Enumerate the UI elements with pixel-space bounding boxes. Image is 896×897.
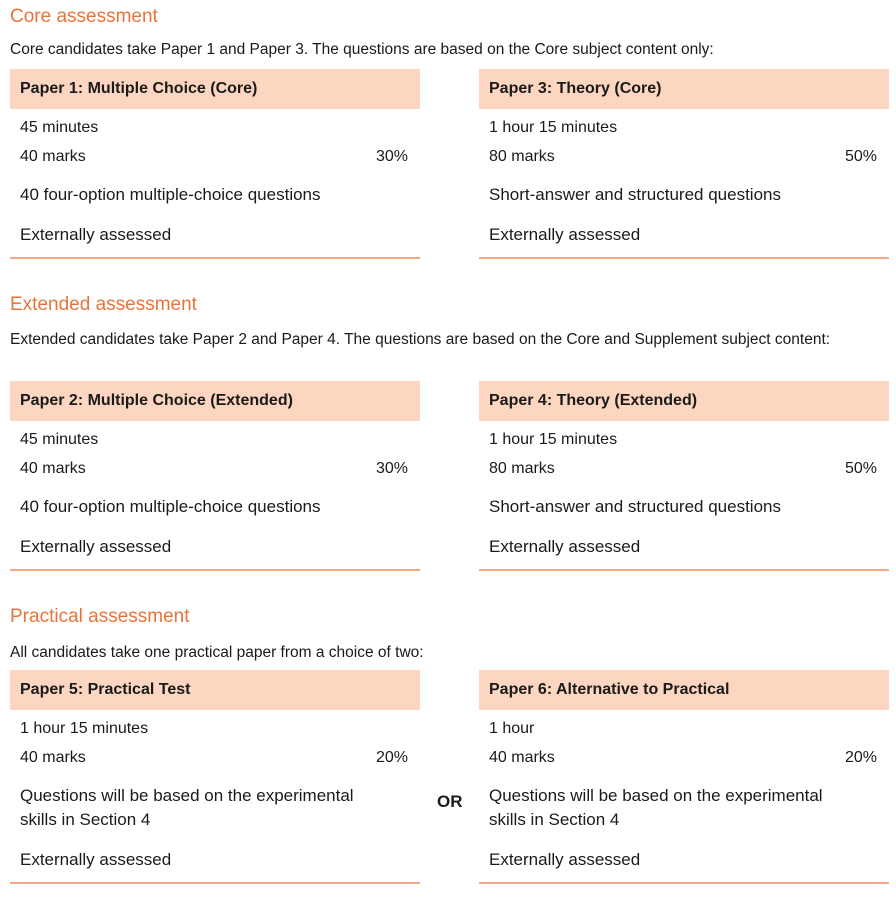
paper-3-weight: 50%: [844, 148, 877, 165]
paper-6-body: [479, 719, 889, 872]
paper-1-body: [10, 118, 420, 247]
paper-4-body: [479, 430, 889, 559]
paper-1-header: Paper 1: Multiple Choice (Core): [10, 69, 420, 109]
paper-2-marks: 40 marks: [20, 460, 86, 477]
paper-2-marks-row: [20, 459, 408, 479]
paper-4-description: Short-answer and structured questions: [489, 497, 781, 516]
paper-1-description: 40 four-option multiple-choice questions: [20, 185, 321, 204]
paper-1-card: [10, 69, 420, 259]
paper-5-description: Questions will be based on the experimental skills in Section 4: [20, 786, 354, 829]
paper-2-assessment: Externally assessed: [20, 537, 172, 556]
paper-2-header: Paper 2: Multiple Choice (Extended): [10, 381, 420, 421]
paper-5-assessment: Externally assessed: [20, 850, 172, 869]
paper-5-body: [10, 719, 420, 872]
paper-3-duration: 1 hour 15 minutes: [489, 119, 618, 136]
paper-5-header: Paper 5: Practical Test: [10, 670, 420, 710]
paper-6-marks: 40 marks: [489, 749, 555, 766]
paper-6-duration: 1 hour: [489, 720, 535, 737]
paper-5-marks-row: [20, 748, 408, 768]
paper-5-duration: 1 hour 15 minutes: [20, 720, 149, 737]
practical-assessment-intro: All candidates take one practical paper from a choice of two:: [10, 644, 424, 661]
paper-6-card: [479, 670, 889, 884]
paper-4-weight: 50%: [844, 460, 877, 477]
paper-1-marks-row: [20, 147, 408, 167]
paper-3-card: [479, 69, 889, 259]
paper-6-header: Paper 6: Alternative to Practical: [479, 670, 889, 710]
paper-6-marks-row: [489, 748, 877, 768]
paper-2-duration: 45 minutes: [20, 431, 99, 448]
paper-3-header: Paper 3: Theory (Core): [479, 69, 889, 109]
paper-2-description: 40 four-option multiple-choice questions: [20, 497, 321, 516]
paper-5-card: [10, 670, 420, 884]
paper-6-assessment: Externally assessed: [489, 850, 641, 869]
paper-6-weight: 20%: [844, 749, 877, 766]
core-assessment-intro: Core candidates take Paper 1 and Paper 3. The questions are based on the Core subject content only:: [10, 41, 714, 58]
paper-1-duration: 45 minutes: [20, 119, 99, 136]
or-label: OR: [437, 792, 463, 811]
paper-4-marks: 80 marks: [489, 460, 555, 477]
paper-4-card: [479, 381, 889, 571]
paper-3-body: [479, 118, 889, 247]
paper-5-marks: 40 marks: [20, 749, 86, 766]
paper-2-card: [10, 381, 420, 571]
paper-3-marks: 80 marks: [489, 148, 555, 165]
paper-2-weight: 30%: [375, 460, 408, 477]
paper-1-weight: 30%: [375, 148, 408, 165]
paper-4-duration: 1 hour 15 minutes: [489, 431, 618, 448]
extended-assessment-title: Extended assessment: [10, 294, 197, 315]
paper-4-header: Paper 4: Theory (Extended): [479, 381, 889, 421]
paper-5-weight: 20%: [375, 749, 408, 766]
paper-3-assessment: Externally assessed: [489, 225, 641, 244]
extended-assessment-intro: Extended candidates take Paper 2 and Paper 4. The questions are based on the Core and Supplement subject content:: [10, 331, 831, 348]
paper-4-marks-row: [489, 459, 877, 479]
paper-6-description: Questions will be based on the experimental skills in Section 4: [489, 786, 823, 829]
paper-3-description: Short-answer and structured questions: [489, 185, 781, 204]
core-assessment-title: Core assessment: [10, 6, 158, 27]
paper-2-body: [10, 430, 420, 559]
paper-1-marks: 40 marks: [20, 148, 86, 165]
practical-assessment-title: Practical assessment: [10, 606, 190, 627]
paper-4-assessment: Externally assessed: [489, 537, 641, 556]
paper-3-marks-row: [489, 147, 877, 167]
paper-1-assessment: Externally assessed: [20, 225, 172, 244]
